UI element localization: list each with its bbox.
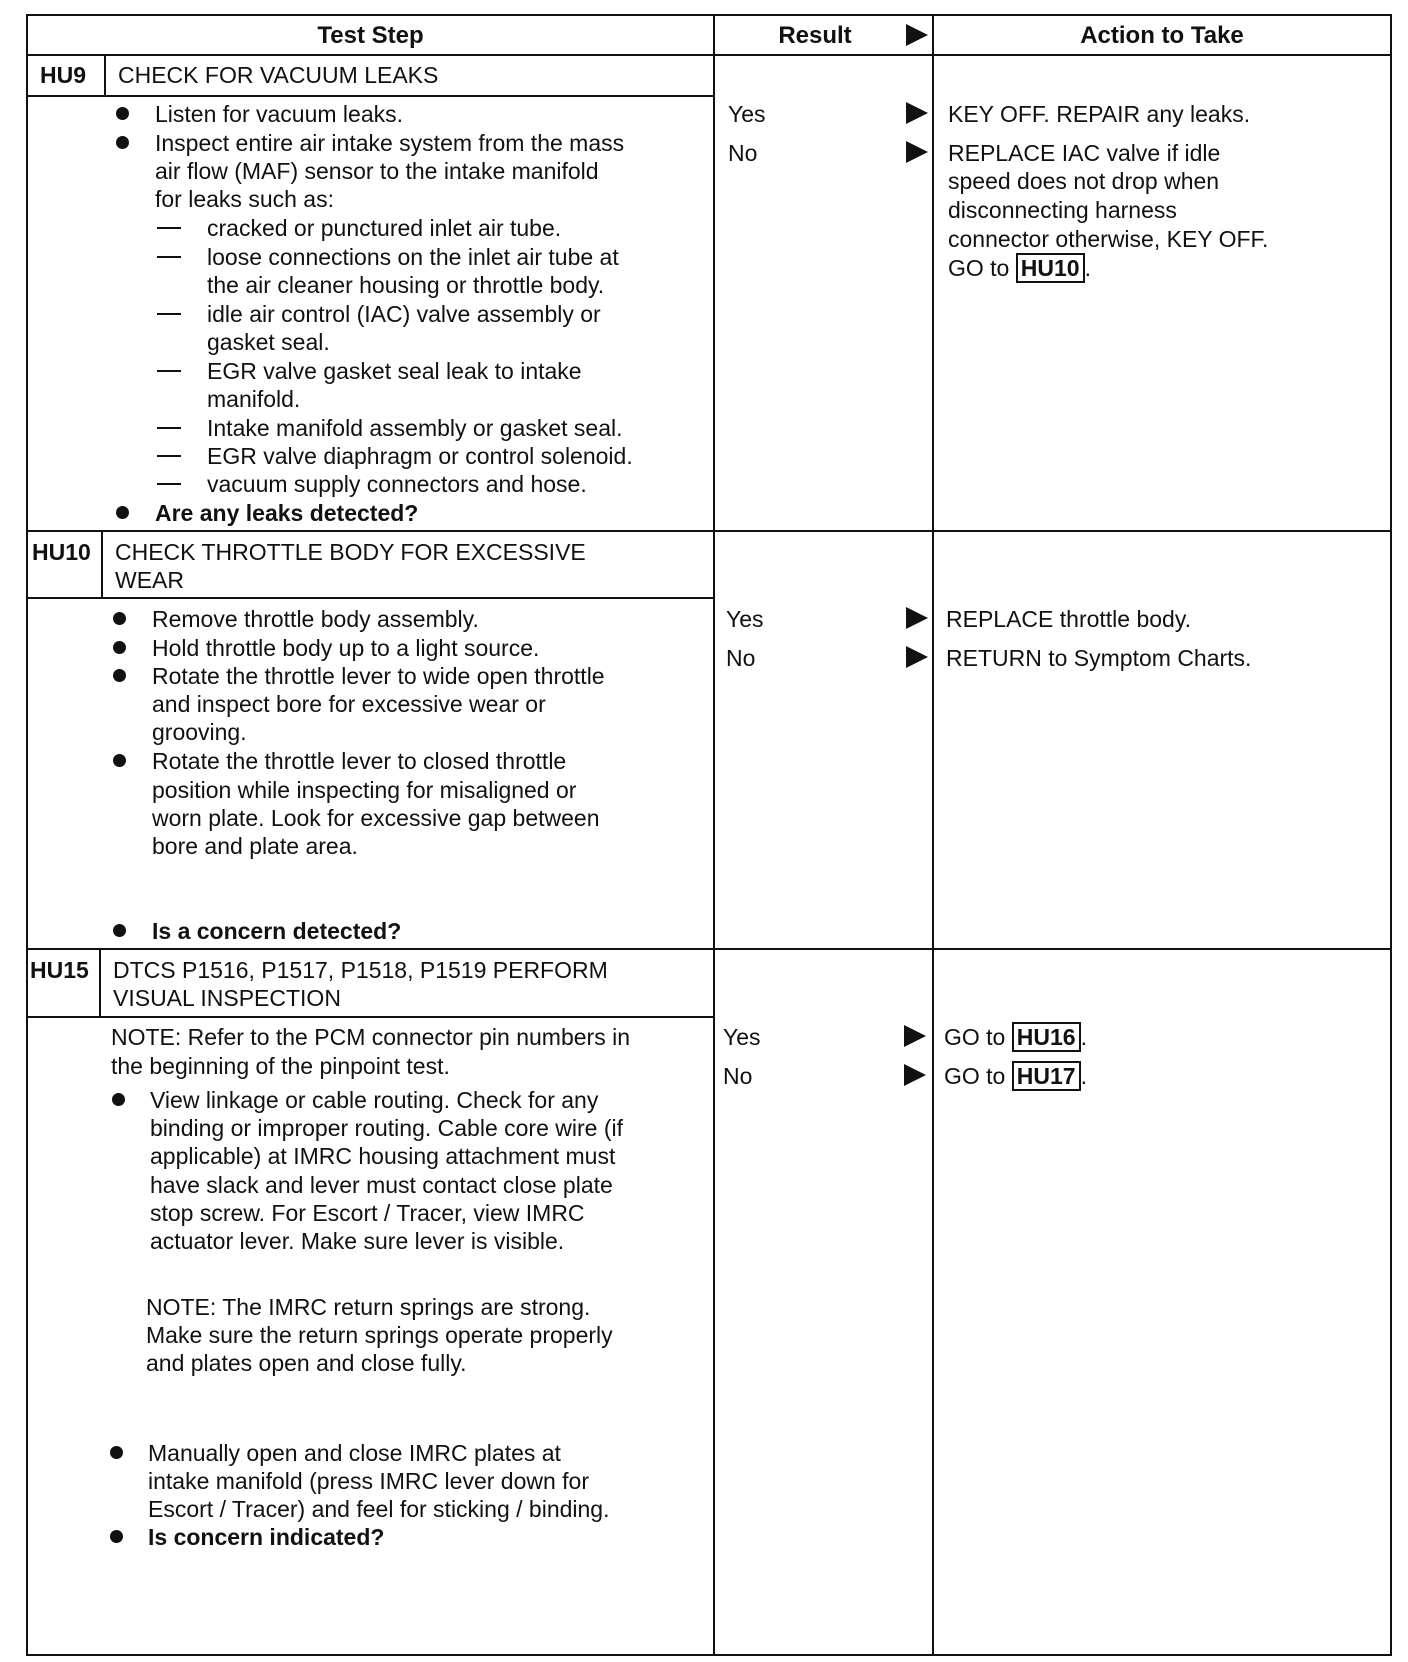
header-result: Result xyxy=(778,22,852,49)
bullet-icon xyxy=(116,107,129,120)
note-line: Make sure the return springs operate properly xyxy=(146,1322,613,1348)
goto-line xyxy=(948,253,1091,283)
step-bullet-line: and inspect bore for excessive wear or xyxy=(152,691,546,717)
bullet-icon xyxy=(113,641,126,654)
sub-item-line: idle air control (IAC) valve assembly or xyxy=(207,301,601,327)
step-bullet-line: View linkage or cable routing. Check for any xyxy=(150,1087,599,1113)
column-divider-action xyxy=(932,14,934,1656)
step-id: HU10 xyxy=(32,539,91,565)
arrow-icon xyxy=(906,646,928,668)
step-bullet-line: Rotate the throttle lever to closed throttle xyxy=(152,748,567,774)
action-yes: REPLACE throttle body. xyxy=(946,606,1192,632)
column-divider-result xyxy=(713,14,715,1656)
sub-item: EGR valve diaphragm or control solenoid. xyxy=(207,443,633,469)
action-yes: KEY OFF. REPAIR any leaks. xyxy=(948,101,1251,127)
bullet-icon xyxy=(116,506,129,519)
dash-icon xyxy=(157,313,181,315)
step-question: Is a concern detected? xyxy=(152,918,402,944)
sub-item-line: loose connections on the inlet air tube at xyxy=(207,244,619,270)
goto-prefix: GO to xyxy=(944,1024,1006,1050)
dash-icon xyxy=(157,427,181,429)
goto-ref-hu10[interactable]: HU10 xyxy=(1016,253,1085,283)
bullet-icon xyxy=(113,612,126,625)
header-test-step: Test Step xyxy=(317,22,424,49)
result-no: No xyxy=(723,1063,753,1089)
header-action: Action to Take xyxy=(1080,22,1244,49)
step-bullet-line: Manually open and close IMRC plates at xyxy=(148,1440,561,1466)
dash-icon xyxy=(157,227,181,229)
action-no-line: speed does not drop when xyxy=(948,168,1220,194)
step-title-line: WEAR xyxy=(115,567,184,593)
goto-line xyxy=(944,1022,1087,1052)
sub-item-line: the air cleaner housing or throttle body. xyxy=(207,272,605,298)
action-no: RETURN to Symptom Charts. xyxy=(946,645,1252,671)
step-bullet-line: for leaks such as: xyxy=(155,186,334,212)
dash-icon xyxy=(157,370,181,372)
sub-item: Intake manifold assembly or gasket seal. xyxy=(207,415,623,441)
step-id: HU9 xyxy=(40,62,87,88)
step-bullet-line: air flow (MAF) sensor to the intake manifold xyxy=(155,158,599,184)
result-no: No xyxy=(726,645,756,671)
step-bullet-line: binding or improper routing. Cable core wire (if xyxy=(150,1115,623,1141)
goto-prefix: GO to xyxy=(948,255,1010,281)
note-line: the beginning of the pinpoint test. xyxy=(111,1053,450,1079)
step-bullet-line: have slack and lever must contact close plate xyxy=(150,1172,613,1198)
bullet-icon xyxy=(116,136,129,149)
header-divider xyxy=(26,54,1392,56)
step-id: HU15 xyxy=(30,957,89,983)
step-bullet-line: position while inspecting for misaligned or xyxy=(152,777,577,803)
goto-ref-hu16[interactable]: HU16 xyxy=(1012,1022,1081,1052)
bullet-icon xyxy=(113,924,126,937)
sub-item-line: gasket seal. xyxy=(207,329,330,355)
step-bullet-line: intake manifold (press IMRC lever down for xyxy=(148,1468,589,1494)
step-bullet-line: applicable) at IMRC housing attachment must xyxy=(150,1143,616,1169)
step-question: Is concern indicated? xyxy=(148,1524,385,1550)
goto-ref-hu17[interactable]: HU17 xyxy=(1012,1061,1081,1091)
step-title-line: DTCS P1516, P1517, P1518, P1519 PERFORM xyxy=(113,957,608,983)
result-yes: Yes xyxy=(723,1024,761,1050)
action-no-line: disconnecting harness xyxy=(948,197,1177,223)
step-bullet-line: actuator lever. Make sure lever is visible. xyxy=(150,1228,565,1254)
dash-icon xyxy=(157,455,181,457)
sub-item-line: manifold. xyxy=(207,386,301,412)
goto-prefix: GO to xyxy=(944,1063,1006,1089)
step-title-divider xyxy=(26,597,715,599)
arrow-icon xyxy=(904,1025,926,1047)
period: . xyxy=(1084,255,1091,281)
note-line: NOTE: Refer to the PCM connector pin numbers in xyxy=(111,1024,630,1050)
bullet-icon xyxy=(110,1446,123,1459)
arrow-icon xyxy=(906,607,928,629)
arrow-icon xyxy=(906,24,928,46)
period: . xyxy=(1080,1024,1087,1050)
step-bullet-line: worn plate. Look for excessive gap between xyxy=(152,805,600,831)
step-title-line: VISUAL INSPECTION xyxy=(113,985,341,1011)
arrow-icon xyxy=(906,102,928,124)
step-bullet-line: Escort / Tracer) and feel for sticking / binding. xyxy=(148,1496,610,1522)
step-bullet: Remove throttle body assembly. xyxy=(152,606,479,632)
sub-item: cracked or punctured inlet air tube. xyxy=(207,215,562,241)
sub-item-line: EGR valve gasket seal leak to intake xyxy=(207,358,582,384)
step-bullet-line: stop screw. For Escort / Tracer, view IMRC xyxy=(150,1200,585,1226)
goto-line xyxy=(944,1061,1087,1091)
row-divider xyxy=(26,530,1392,532)
bullet-icon xyxy=(110,1530,123,1543)
step-title-line: CHECK THROTTLE BODY FOR EXCESSIVE xyxy=(115,539,586,565)
sub-item: vacuum supply connectors and hose. xyxy=(207,471,587,497)
step-bullet-line: Rotate the throttle lever to wide open throttle xyxy=(152,663,605,689)
arrow-icon xyxy=(904,1064,926,1086)
step-question: Are any leaks detected? xyxy=(155,500,419,526)
arrow-icon xyxy=(906,141,928,163)
step-bullet: Hold throttle body up to a light source. xyxy=(152,635,540,661)
result-no: No xyxy=(728,140,758,166)
note-line: and plates open and close fully. xyxy=(146,1350,467,1376)
step-bullet: Listen for vacuum leaks. xyxy=(155,101,404,127)
step-id-divider xyxy=(101,532,103,598)
step-title-divider xyxy=(26,1016,715,1018)
step-bullet-line: grooving. xyxy=(152,719,247,745)
dash-icon xyxy=(157,483,181,485)
bullet-icon xyxy=(113,754,126,767)
step-title-divider xyxy=(26,95,715,97)
bullet-icon xyxy=(112,1093,125,1106)
step-id-divider xyxy=(99,950,101,1016)
step-bullet-line: bore and plate area. xyxy=(152,833,358,859)
dash-icon xyxy=(157,256,181,258)
note-line: NOTE: The IMRC return springs are strong. xyxy=(146,1294,591,1320)
step-title: CHECK FOR VACUUM LEAKS xyxy=(118,62,439,88)
result-yes: Yes xyxy=(726,606,764,632)
bullet-icon xyxy=(113,669,126,682)
step-bullet-line: Inspect entire air intake system from the mass xyxy=(155,130,625,156)
period: . xyxy=(1080,1063,1087,1089)
action-no-line: connector otherwise, KEY OFF. xyxy=(948,226,1269,252)
row-divider xyxy=(26,948,1392,950)
step-id-divider xyxy=(104,56,106,96)
action-no-line: REPLACE IAC valve if idle xyxy=(948,140,1221,166)
result-yes: Yes xyxy=(728,101,766,127)
